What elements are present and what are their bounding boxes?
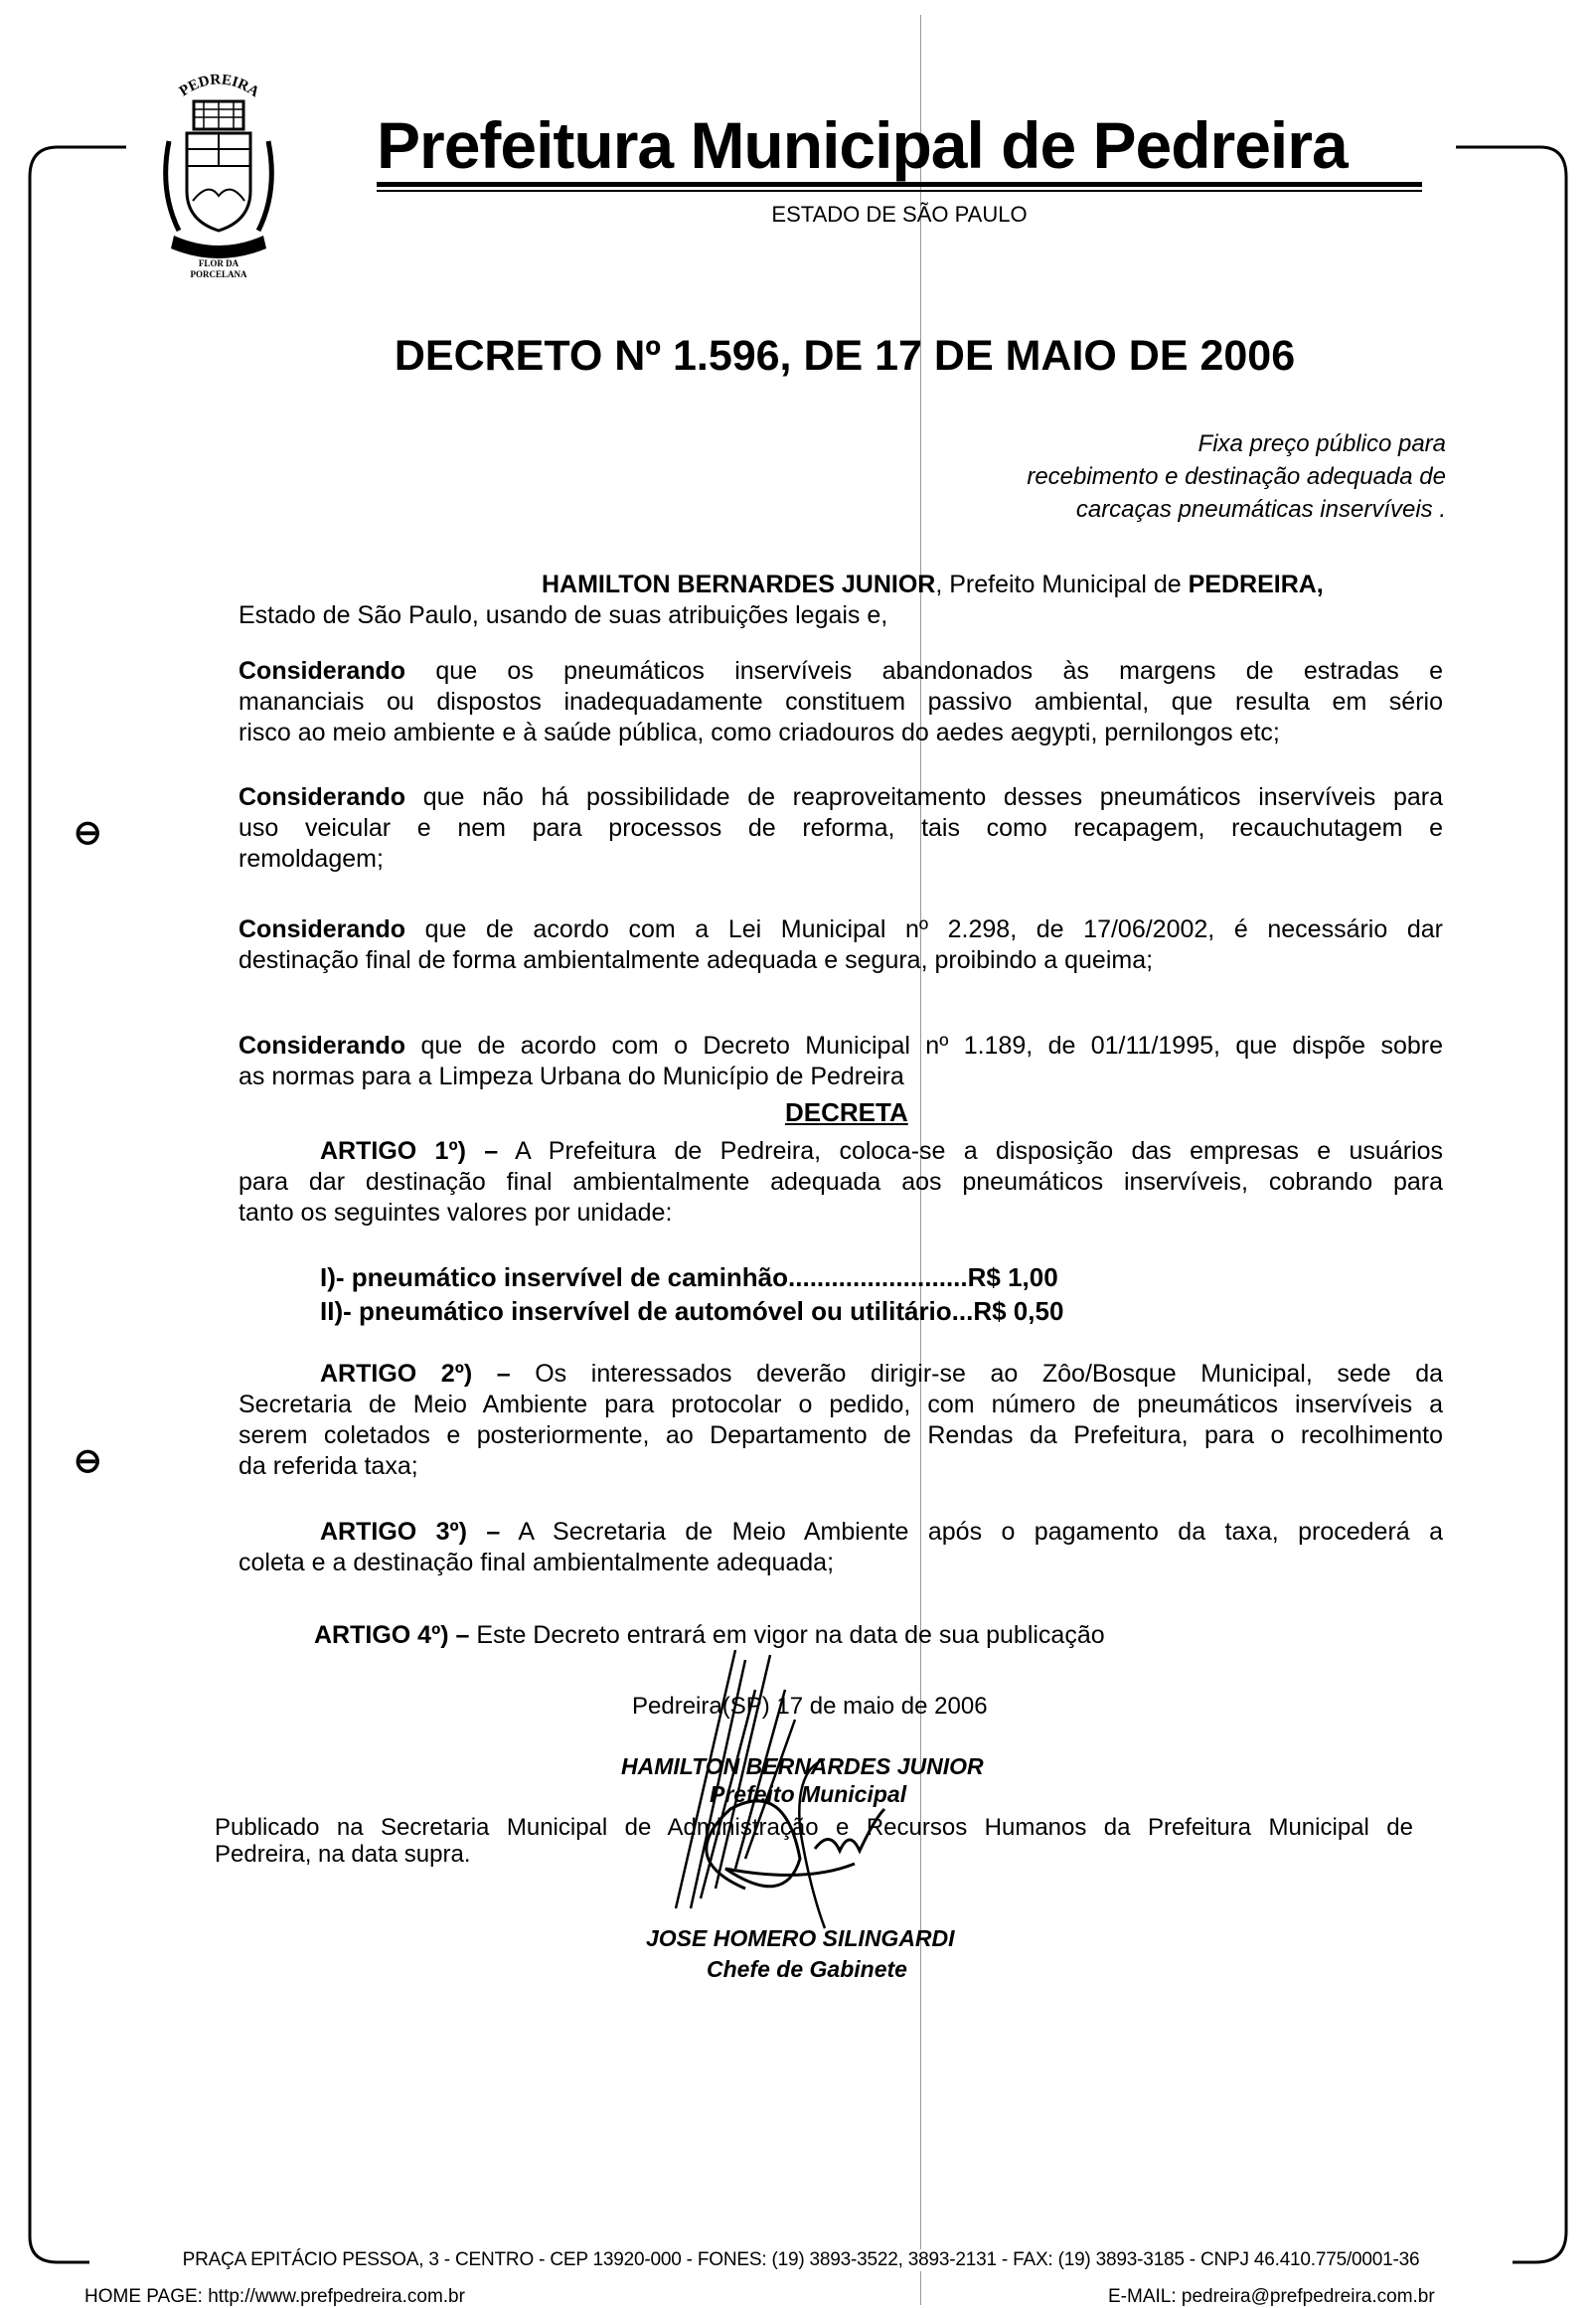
publication-line: Pedreira, na data supra. bbox=[215, 1841, 471, 1868]
paragraph-text: da referida taxa; bbox=[239, 1452, 418, 1480]
article-paragraph bbox=[239, 1517, 1443, 1578]
paragraph-text: remoldagem; bbox=[239, 845, 384, 873]
header-title: Prefeitura Municipal de Pedreira bbox=[377, 108, 1348, 182]
paragraph-lead: ARTIGO 1º) – bbox=[320, 1137, 499, 1165]
paragraph-line bbox=[239, 914, 1443, 945]
paragraph-text: Os interessados deverão dirigir-se ao Zôo/Bosque Municipal, sede da bbox=[510, 1360, 1443, 1388]
paragraph-text: que os pneumáticos inservíveis abandonados às margens de estradas e bbox=[405, 657, 1443, 685]
considerando-paragraph bbox=[239, 914, 1443, 976]
considerando-paragraph bbox=[239, 782, 1443, 875]
paragraph-text: Este Decreto entrará em vigor na data de sua publicação bbox=[469, 1621, 1105, 1649]
intro-line bbox=[239, 570, 1443, 600]
signatory1-name: HAMILTON BERNARDES JUNIOR bbox=[621, 1753, 984, 1779]
paragraph-line bbox=[239, 1167, 1443, 1198]
decree-title: DECRETO Nº 1.596, DE 17 DE MAIO DE 2006 bbox=[394, 332, 1296, 380]
svg-text:PEDREIRA: PEDREIRA bbox=[176, 72, 262, 101]
paragraph-line bbox=[239, 945, 1443, 976]
paragraph-line bbox=[239, 1359, 1443, 1390]
paragraph-text: coleta e a destinação final ambientalmente adequada; bbox=[239, 1549, 835, 1576]
paragraph-text: A Prefeitura de Pedreira, coloca-se a disposição das empresas e usuários bbox=[498, 1137, 1443, 1165]
signatory1-role: Prefeito Municipal bbox=[710, 1781, 907, 1807]
signatory2-role: Chefe de Gabinete bbox=[707, 1956, 907, 1982]
paragraph-lead: ARTIGO 2º) – bbox=[320, 1360, 511, 1388]
paragraph-line bbox=[239, 1390, 1443, 1420]
paragraph-lead: Considerando bbox=[239, 1032, 406, 1060]
paragraph-text: serem coletados e posteriormente, ao Departamento de Rendas da Prefeitura, para o recolhimento bbox=[239, 1421, 1443, 1449]
paragraph-line bbox=[239, 1517, 1443, 1548]
article-paragraph bbox=[239, 1136, 1443, 1229]
footer-email[interactable]: E-MAIL: pedreira@prefpedreira.com.br bbox=[1108, 2286, 1435, 2307]
place-date: Pedreira(SP) 17 de maio de 2006 bbox=[632, 1693, 988, 1720]
ementa-line: recebimento e destinação adequada de bbox=[1027, 463, 1446, 490]
handwritten-signatures bbox=[586, 1630, 964, 1958]
decree-ementa bbox=[894, 427, 1446, 526]
paragraph-text: tanto os seguintes valores por unidade: bbox=[239, 1199, 673, 1227]
paragraph-line bbox=[239, 687, 1443, 718]
paragraph-text: mananciais ou dispostos inadequadamente constituem passivo ambiental, que resulta em sério bbox=[239, 688, 1443, 716]
header-state: ESTADO DE SÃO PAULO bbox=[771, 202, 1028, 227]
considerando-paragraph bbox=[239, 1031, 1443, 1092]
intro-line: Estado de São Paulo, usando de suas atribuições legais e, bbox=[239, 601, 888, 629]
publication-line: Publicado na Secretaria Municipal de Administração e Recursos Humanos da Prefeitura Municipal de bbox=[215, 1814, 1413, 1841]
footer-address: PRAÇA EPITÁCIO PESSOA, 3 - CENTRO - CEP 13920-000 - FONES: (19) 3893-3522, 3893-2131 - FAX: (19) 3893-3185 - CNPJ 46.410.775/0001-36 bbox=[89, 2249, 1513, 2271]
paragraph-line bbox=[239, 1031, 1443, 1062]
paragraph-line bbox=[239, 1451, 1443, 1482]
paragraph-line bbox=[239, 844, 1443, 875]
svg-text:PORCELANA: PORCELANA bbox=[190, 269, 247, 279]
paragraph-lead: ARTIGO 4º) – bbox=[314, 1621, 470, 1649]
paragraph-text: risco ao meio ambiente e à saúde pública, como criadouros do aedes aegypti, pernilongos etc; bbox=[239, 719, 1280, 746]
ementa-line: Fixa preço público para bbox=[1197, 430, 1446, 457]
footer-homepage[interactable]: HOME PAGE: http://www.prefpedreira.com.br bbox=[84, 2286, 465, 2307]
municipal-crest-logo bbox=[159, 72, 278, 280]
paragraph-text: as normas para a Limpeza Urbana do Município de Pedreira bbox=[239, 1063, 904, 1090]
paragraph-text: que de acordo com a Lei Municipal nº 2.298, de 17/06/2002, é necessário dar bbox=[405, 915, 1443, 943]
paragraph-text: A Secretaria de Meio Ambiente após o pagamento da taxa, procederá a bbox=[500, 1518, 1444, 1546]
price-item bbox=[320, 1262, 1058, 1292]
paragraph-lead: Considerando bbox=[239, 915, 406, 943]
margin-stamp-mark: ⊖ bbox=[74, 814, 102, 852]
signatory2-name: JOSE HOMERO SILINGARDI bbox=[646, 1925, 955, 1951]
header-rule-thin bbox=[377, 190, 1422, 192]
paragraph-text: Secretaria de Meio Ambiente para protocolar o pedido, com número de pneumáticos inservíveis a bbox=[239, 1391, 1443, 1418]
paragraph-line bbox=[239, 718, 1443, 748]
price-item-label: I)- pneumático inservível de caminhão......................... bbox=[320, 1262, 968, 1292]
paragraph-lead: Considerando bbox=[239, 783, 406, 811]
svg-text:FLOR DA: FLOR DA bbox=[198, 258, 239, 268]
article-paragraph bbox=[239, 1359, 1443, 1482]
paragraph-text: que de acordo com o Decreto Municipal nº 1.189, de 01/11/1995, que dispõe sobre bbox=[405, 1032, 1443, 1060]
paragraph-text: destinação final de forma ambientalmente adequada e segura, proibindo a queima; bbox=[239, 946, 1154, 974]
paragraph-line bbox=[239, 813, 1443, 844]
header-rule-thick bbox=[377, 182, 1422, 187]
paragraph-line bbox=[239, 1420, 1443, 1451]
paragraph-lead: Considerando bbox=[239, 657, 406, 685]
intro-paragraph bbox=[239, 570, 1443, 631]
paragraph-text: que não há possibilidade de reaproveitamento desses pneumáticos inservíveis para bbox=[405, 783, 1443, 811]
price-item-label: II)- pneumático inservível de automóvel ou utilitário... bbox=[320, 1296, 974, 1326]
paragraph-text: uso veicular e nem para processos de reforma, tais como recapagem, recauchutagem e bbox=[239, 814, 1443, 842]
ementa-line: carcaças pneumáticas inservíveis . bbox=[1075, 496, 1446, 523]
paragraph-line bbox=[239, 1198, 1443, 1229]
paragraph-line bbox=[239, 1136, 1443, 1167]
considerando-paragraph bbox=[239, 656, 1443, 748]
intro-city: PEDREIRA, bbox=[1188, 571, 1324, 598]
intro-text: , Prefeito Municipal de bbox=[935, 571, 1189, 598]
price-item-value: R$ 0,50 bbox=[973, 1296, 1064, 1326]
paragraph-line bbox=[239, 782, 1443, 813]
margin-stamp-mark: ⊖ bbox=[74, 1442, 102, 1480]
paragraph-lead: ARTIGO 3º) – bbox=[320, 1518, 501, 1546]
price-item-value: R$ 1,00 bbox=[967, 1262, 1058, 1292]
decreta-heading: DECRETA bbox=[785, 1097, 908, 1127]
paragraph-line bbox=[239, 1548, 1443, 1578]
price-item bbox=[320, 1296, 1063, 1326]
mayor-name: HAMILTON BERNARDES JUNIOR bbox=[542, 571, 936, 598]
paragraph-text: para dar destinação final ambientalmente adequada aos pneumáticos inservíveis, cobrando para bbox=[239, 1168, 1443, 1196]
paragraph-line bbox=[239, 656, 1443, 687]
paragraph-line bbox=[239, 1062, 1443, 1092]
